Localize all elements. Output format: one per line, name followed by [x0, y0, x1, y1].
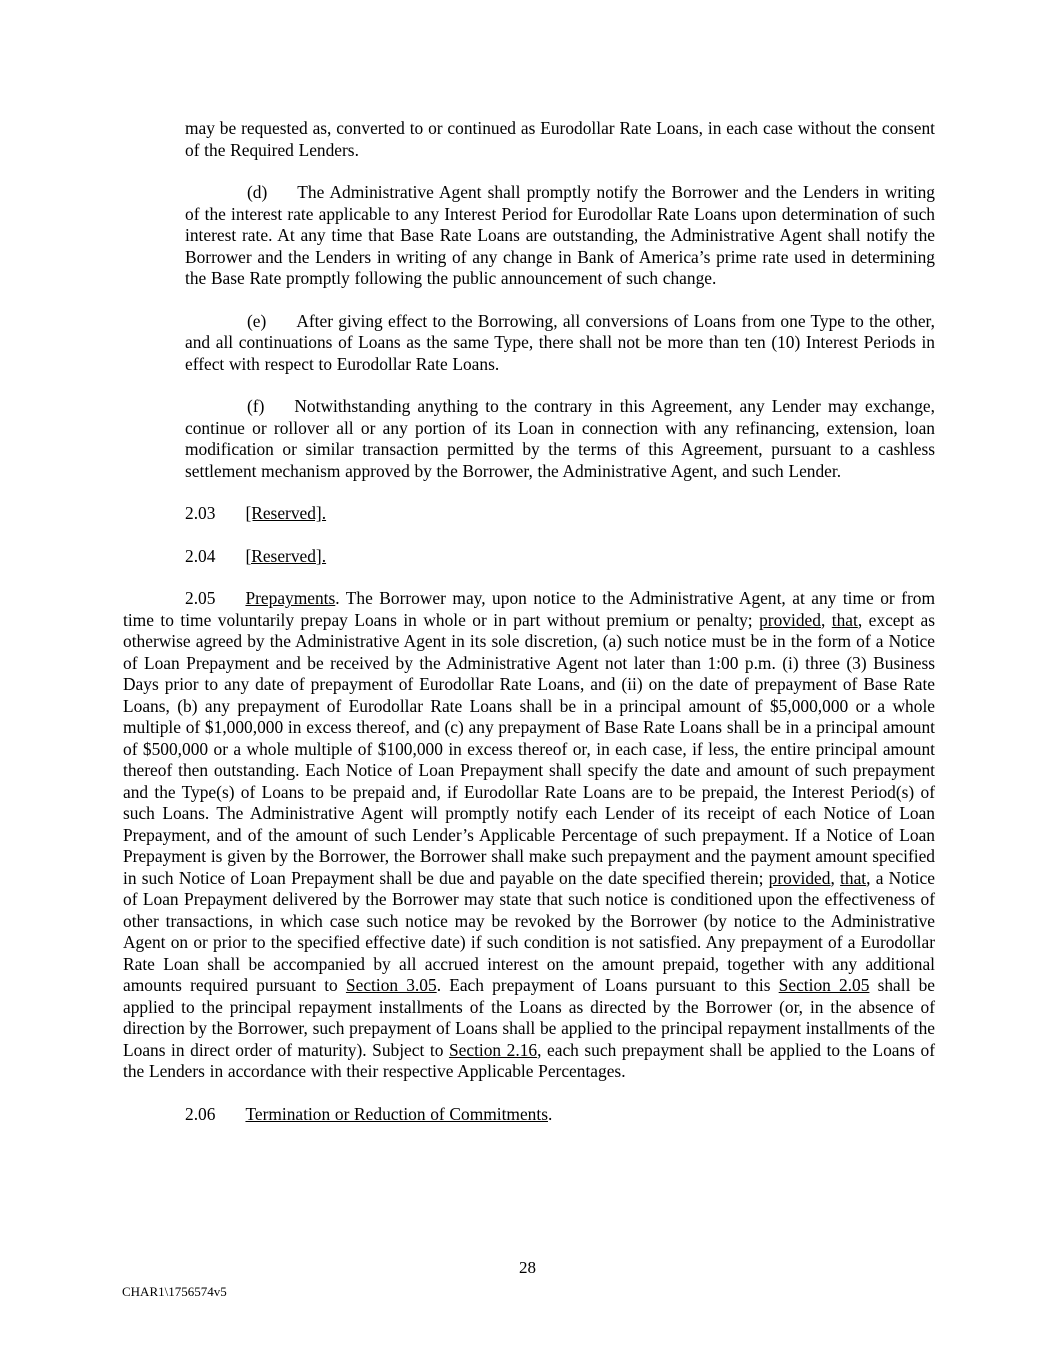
section-2-04-heading: 2.04 [Reserved]. — [185, 545, 327, 566]
page-number: 28 — [519, 1258, 536, 1277]
subsection-f-paragraph: (f) Notwithstanding anything to the contrary in this Agreement, any Lender may exchange, continue or rollover all or any portion of its Loan in connection with any refinancing, extension, loan modification or similar transaction permitted by the terms of this Agreement, pursuant to a cashless settlement mechanism approved by the Borrower, the Administrative Agent, and such Lender. — [185, 396, 935, 481]
document-body — [123, 118, 935, 1146]
section-2-05-paragraph: 2.05 Prepayments. The Borrower may, upon notice to the Administrative Agent, at any time or from time to time voluntarily prepay Loans in whole or in part without premium or penalty; provided, that, except as otherwise agreed by the Administrative Agent in its sole discretion, (a) such notice must be in the form of a Notice of Loan Prepayment and be received by the Administrative Agent not later than 1:00 p.m. (i) three (3) Business Days prior to any date of prepayment of Eurodollar Rate Loans, and (ii) on the date of prepayment of Base Rate Loans, (b) any prepayment of Eurodollar Rate Loans shall be in a principal amount of $5,000,000 or a whole multiple of $1,000,000 in excess thereof, and (c) any prepayment of Base Rate Loans shall be in a principal amount of $500,000 or a whole multiple of $100,000 in excess thereof or, in each case, if less, the entire principal amount thereof then outstanding. Each Notice of Loan Prepayment shall specify the date and amount of such prepayment and the Type(s) of Loans to be prepaid and, if Eurodollar Rate Loans are to be prepaid, the Interest Period(s) of such Loans. The Administrative Agent will promptly notify each Lender of its receipt of each Notice of Loan Prepayment, and of the amount of such Lender’s Applicable Percentage of such prepayment. If a Notice of Loan Prepayment is given by the Borrower, the Borrower shall make such prepayment and the payment amount specified in such Notice of Loan Prepayment shall be due and payable on the date specified therein; provided, that, a Notice of Loan Prepayment delivered by the Borrower may state that such notice is conditioned upon the effectiveness of other transactions, in which case such notice may be revoked by the Borrower (by notice to the Administrative Agent on or prior to the specified effective date) if such condition is not satisfied. Any prepayment of a Eurodollar Rate Loan shall be accompanied by all accrued interest on the amount prepaid, together with any additional amounts required pursuant to Section 3.05. Each prepayment of Loans pursuant to this Section 2.05 shall be applied to the principal repayment installments of the Loans as directed by the Borrower (or, in the absence of direction by the Borrower, such prepayment of Loans shall be applied to the principal repayment installments of the Loans in direct order of maturity). Subject to Section 2.16, each such prepayment shall be applied to the Loans of the Lenders in accordance with their respective Applicable Percentages. — [123, 588, 936, 1081]
section-2-03-heading: 2.03 [Reserved]. — [185, 503, 327, 523]
subsection-d-paragraph: (d) The Administrative Agent shall promptly notify the Borrower and the Lenders in writing of the interest rate applicable to any Interest Period for Eurodollar Rate Loans upon determination of such interest rate. At any time that Base Rate Loans are outstanding, the Administrative Agent shall notify the Borrower and the Lenders in writing of any change in Bank of America’s prime rate used in determining the Base Rate promptly following the public announcement of such change. — [185, 182, 935, 288]
document-id-footer: CHAR1\1756574v5 — [122, 1284, 227, 1299]
continuation-paragraph: may be requested as, converted to or continued as Eurodollar Rate Loans, in each case without the consent of the Required Lenders. — [185, 118, 935, 160]
section-2-06-heading: 2.06 Termination or Reduction of Commitments. — [185, 1103, 553, 1124]
subsection-e-paragraph: (e) After giving effect to the Borrowing, all conversions of Loans from one Type to the other, and all continuations of Loans as the same Type, there shall not be more than ten (10) Interest Periods in effect with respect to Eurodollar Rate Loans. — [185, 310, 935, 374]
